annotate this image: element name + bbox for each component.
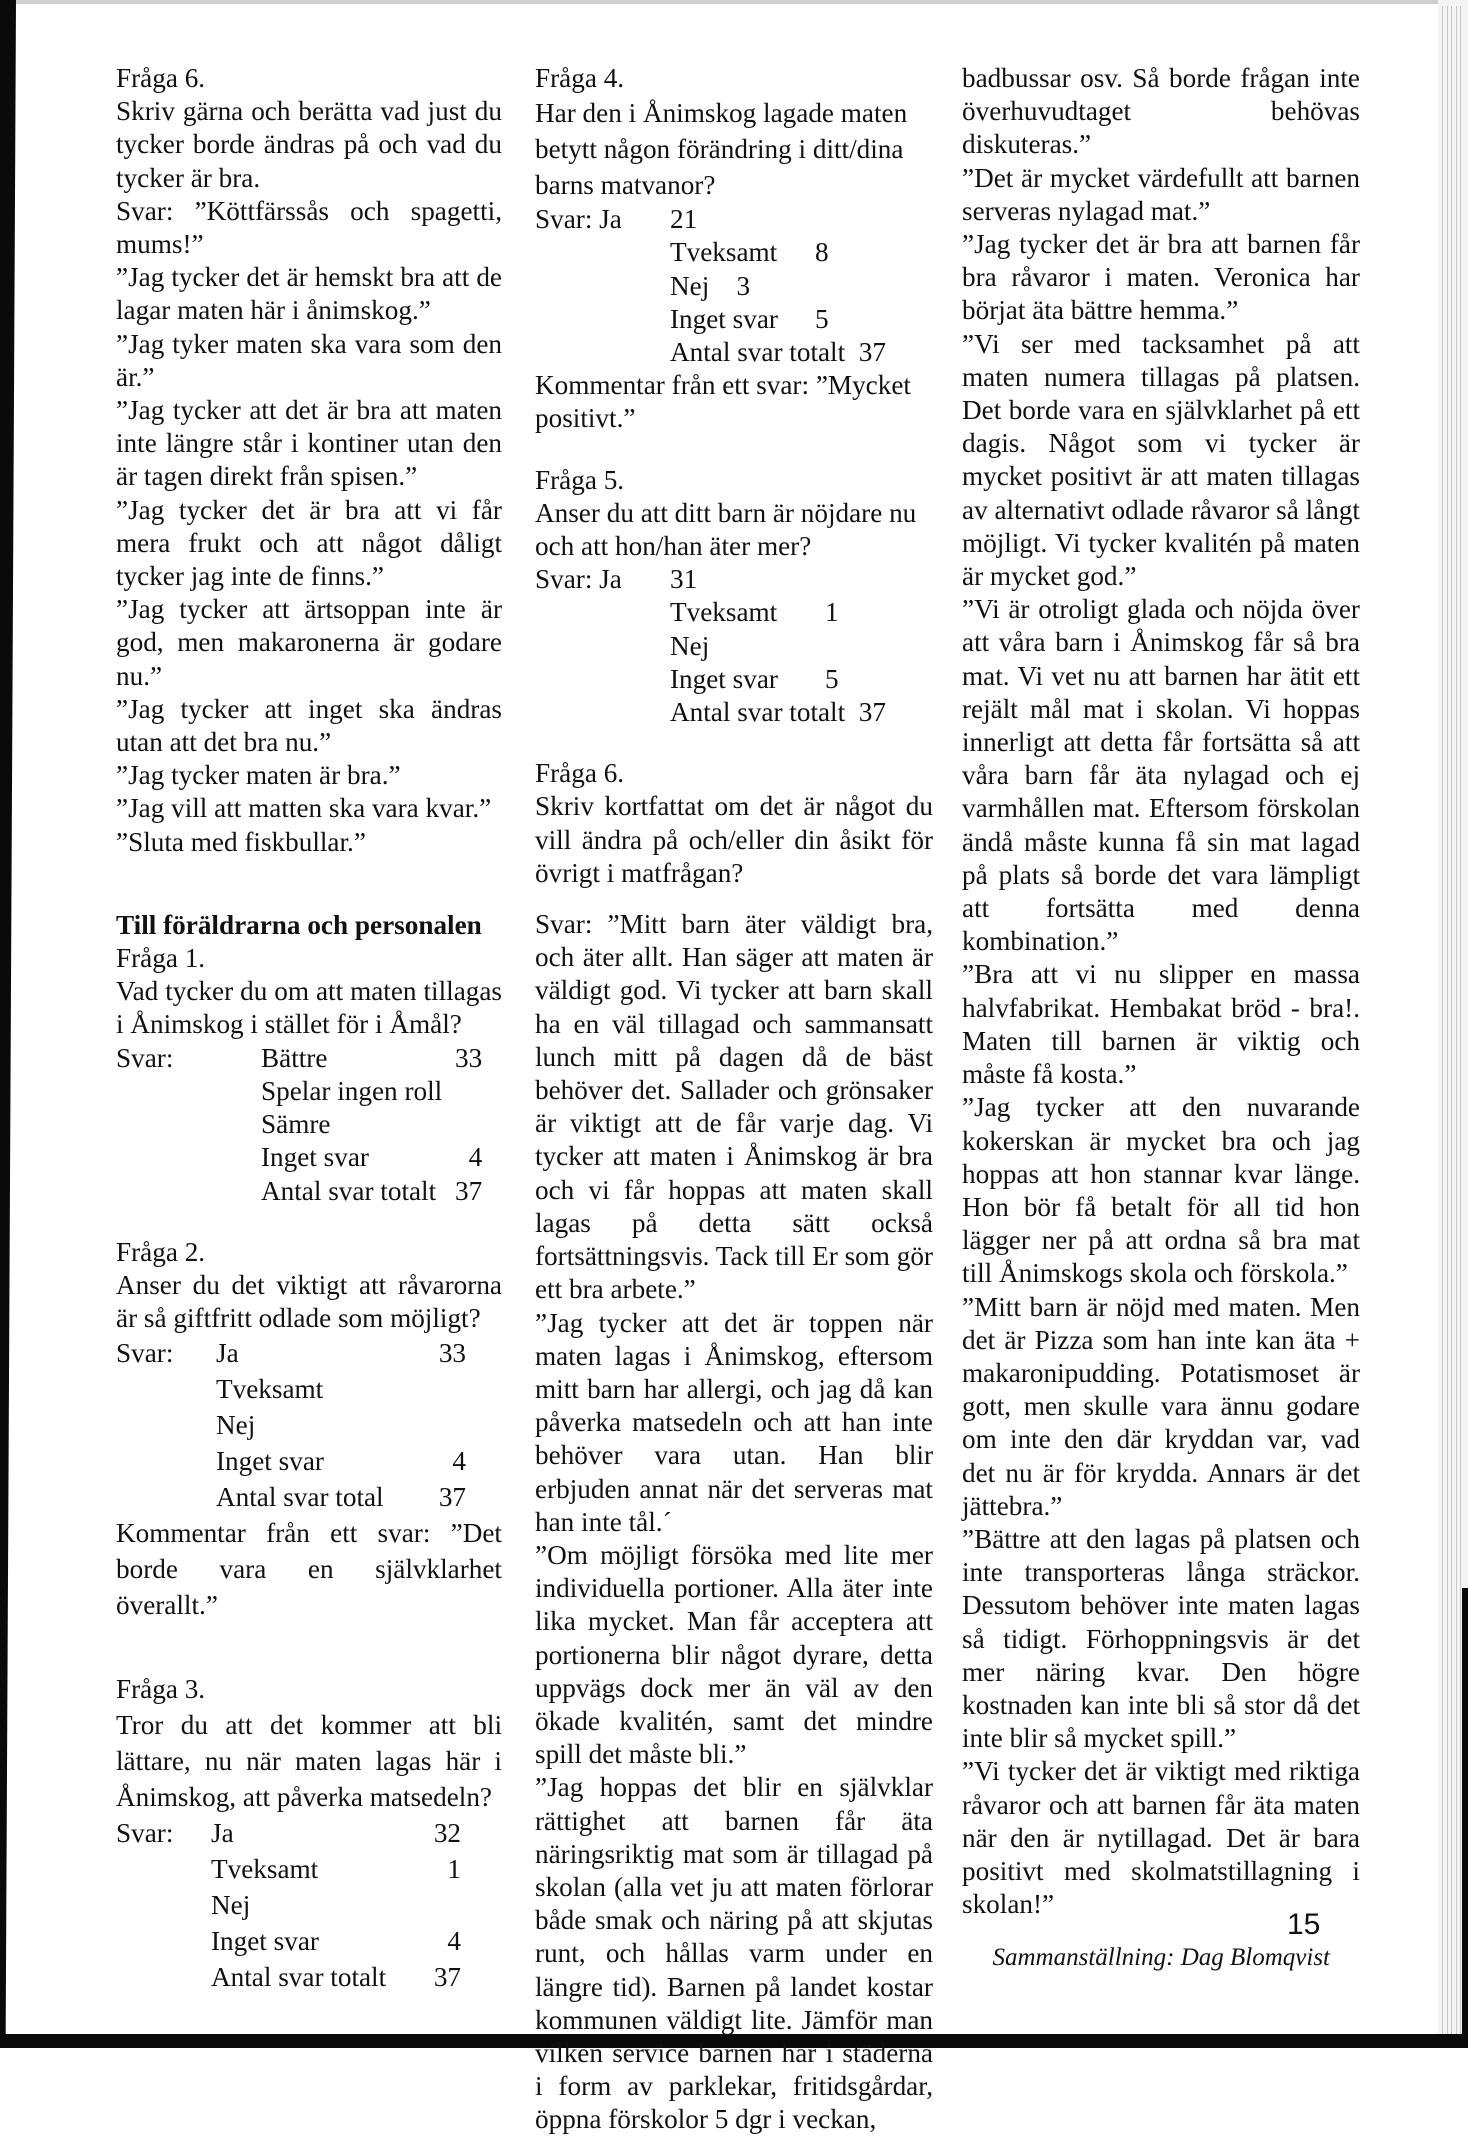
question-title: Fråga 1. — [116, 943, 206, 974]
answer-row — [116, 1335, 466, 1371]
answer-row — [535, 663, 886, 696]
answer-count: 5 — [825, 663, 839, 694]
svar-label: Svar: — [116, 1042, 174, 1073]
answer-count: 31 — [670, 564, 698, 595]
answer-count: 8 — [815, 237, 829, 268]
answer-quote: ”Bra att vi nu slipper en massa halvfabrikat. Hembakat bröd - bra!. Maten till barnen är viktig och måste få kosta.” — [962, 959, 1360, 1090]
answer-count — [411, 1887, 461, 1923]
answer-option: Spelar ingen roll — [261, 1075, 443, 1106]
section-heading: Till föräldrarna och personalen — [116, 909, 482, 940]
svar-label: Svar: — [116, 1338, 174, 1369]
answer-option: Antal svar totalt — [211, 1961, 387, 1992]
answer-table — [535, 203, 886, 369]
answer-option: Tveksamt — [216, 1374, 324, 1405]
answer-quote: ”Jag tycker att den nuvarande kokerskan är mycket bra och jag hoppas att hon stannar kvar länge. Hon bör få betalt för all tid hon lägger ner på att ordna så bra mat till Ånimskogs skola och förskola.” — [962, 1092, 1360, 1289]
answer-option: Inget svar — [211, 1925, 319, 1956]
question-block-parents-q6 — [535, 757, 933, 2136]
scan-right-shadow — [1462, 1588, 1468, 2048]
comment-text: Kommentar från ett svar: ”Mycket positivt.” — [535, 370, 911, 434]
answer-quote: ”Jag tyker maten ska vara som den är.” — [116, 328, 502, 392]
question-block-q4 — [535, 62, 933, 436]
answer-row — [116, 1075, 482, 1108]
answer-option: Inget svar — [670, 663, 778, 694]
answer-row — [116, 1959, 461, 1995]
answer-count: 37 — [858, 337, 886, 368]
answer-option: Bättre — [261, 1042, 328, 1073]
answer-table — [116, 1042, 482, 1208]
answer-option: Inget svar — [670, 303, 778, 334]
answer-row — [116, 1479, 466, 1515]
answer-table — [116, 1335, 466, 1515]
answer-quote: ”Jag tycker att ärtsoppan inte är god, men makaronerna är godare nu.” — [116, 594, 502, 691]
answer-option: Nej — [670, 630, 710, 661]
column-1 — [116, 62, 502, 1995]
answer-table — [535, 563, 886, 729]
answer-quote: Svar: ”Köttfärssås och spagetti, mums!” — [116, 195, 502, 260]
answer-option: Ja — [211, 1817, 234, 1848]
answer-quote: ”Mitt barn är nöjd med maten. Men det är Pizza som han inte kan äta + makaronipudding. Potatismoset är gott, men skulle vara ännu godare om inte den där kryddan var, vad det nu är för krydda. Annars är det jättebra.” — [962, 1291, 1360, 1521]
answer-quote: ”Vi ser med tacksamhet på att maten numera tillagas på platsen. Det borde vara en självklarhet på ett dagis. Något som vi tycker är mycket positivt är att maten tillagas av alternativt odlade råvaror så långt möjligt. Vi tycker kvalitén på maten är mycket god.” — [962, 328, 1360, 592]
answer-option: Antal svar total — [216, 1482, 384, 1513]
question-text: Har den i Ånimskog lagade maten betytt någon förändring i ditt/dina barns matvanor? — [535, 98, 908, 201]
answer-option: Nej — [211, 1889, 251, 1920]
answer-count: 4 — [468, 1142, 483, 1173]
question-title: Fråga 6. — [535, 758, 625, 789]
question-block-q3 — [116, 1673, 502, 1994]
answer-row — [535, 563, 886, 596]
answer-quote: ”Jag tycker att inget ska ändras utan att det bra nu.” — [116, 693, 502, 758]
answer-option: Tveksamt — [670, 237, 778, 268]
answer-quote: badbussar osv. Så borde frågan inte överhuvudtaget behövas diskuteras.” — [962, 63, 1360, 160]
answer-row — [116, 1851, 461, 1887]
answer-row — [116, 1443, 466, 1479]
answer-quote: ”Bättre att den lagas på platsen och inte transporteras långa sträckor. Dessutom behöver inte maten lagas så tidigt. Förhoppningsvis är det mer näring kvar. Den högre kostnaden kan inte bli så stor då det inte blir så mycket spill.” — [962, 1523, 1360, 1754]
answer-row — [116, 1141, 482, 1174]
svar-label: Svar: Ja — [535, 564, 622, 595]
column-3 — [962, 62, 1360, 1975]
question-title: Fråga 5. — [535, 464, 625, 495]
answer-quote: ”Sluta med fiskbullar.” — [116, 826, 366, 857]
answer-count — [825, 630, 886, 663]
answer-count: 37 — [433, 1961, 461, 1992]
answer-row — [535, 303, 886, 336]
question-text: Anser du att ditt barn är nöjdare nu och att hon/han äter mer? — [535, 497, 917, 562]
svar-label: Svar: Ja — [535, 204, 622, 235]
answer-row — [535, 696, 886, 729]
answer-row — [116, 1887, 461, 1923]
answer-count: 33 — [438, 1338, 466, 1369]
answer-quote: ”Jag tycker det är hemskt bra att de lagar maten här i ånimskog.” — [116, 262, 502, 326]
answer-option: Antal svar totalt 37 — [670, 337, 886, 368]
question-block-children-q6 — [116, 62, 502, 859]
answer-option: Antal svar totalt 37 — [670, 697, 886, 728]
answer-quote: ”Jag hoppas det blir en självklar rättighet att barnen får äta näringsriktig mat som är tillagad på skolan (alla vet ju att maten förlorar både smak och näring på att skjutas runt, och hållas varm under en längre tid). Barnen på landet kostar kommunen väldigt lite. Jämför man vilken service barnen har i städerna i form av parklekar, fritidsgårdar, öppna förskolor 5 dgr i veckan, — [535, 1772, 933, 2135]
answer-row — [116, 1371, 466, 1407]
answer-quote: ”Det är mycket värdefullt att barnen serveras nylagad mat.” — [962, 162, 1360, 226]
answer-count: 37 — [455, 1175, 483, 1206]
answer-row — [116, 1923, 461, 1959]
answer-row — [116, 1815, 461, 1851]
answer-count — [406, 1407, 466, 1443]
answer-option: Nej — [216, 1410, 256, 1441]
answer-count — [442, 1108, 482, 1141]
answer-row — [535, 596, 886, 629]
question-title: Fråga 2. — [116, 1236, 206, 1267]
answer-count: 1 — [825, 597, 839, 628]
answer-count: 37 — [858, 697, 886, 728]
answer-quote: ”Jag tycker det är bra att barnen får bra råvaror i maten. Veronica har börjat äta bättre hemma.” — [962, 229, 1360, 326]
answer-count: 33 — [455, 1042, 483, 1073]
question-block-q1 — [116, 942, 502, 1208]
answer-quote: ”Om möjligt försöka med lite mer individuella portioner. Alla äter inte lika mycket. Man får acceptera att portionerna blir något dyrare, detta uppvägs dock mer än väl av den ökade kvalitén, samt det mindre spill det måste bli.” — [535, 1539, 933, 1770]
answer-quote: ”Jag tycker att det är toppen när maten lagas i Ånimskog, eftersom mitt barn har allergi, och jag då kan påverka matsedeln och att han inte behöver vara utan. Han blir erbjuden annat när det serveras mat han inte tål.´ — [535, 1307, 933, 1537]
answer-count: 32 — [433, 1817, 461, 1848]
svar-label: Svar: — [116, 1817, 174, 1848]
answer-row — [535, 336, 886, 369]
question-block-q2 — [116, 1236, 502, 1624]
answer-option: Nej 3 — [670, 270, 751, 301]
answer-option: Inget svar — [261, 1142, 369, 1173]
scan-left-border — [0, 0, 16, 2048]
answer-row — [116, 1108, 482, 1141]
answer-row — [116, 1042, 482, 1075]
answer-row — [535, 203, 886, 236]
answer-quote: ”Jag vill att matten ska vara kvar.” — [116, 793, 492, 824]
answer-quote: ”Vi är otroligt glada och nöjda över att våra barn i Ånimskog får så bra mat. Vi vet nu att barnen har ätit ett rejält mål mat i skolan. Vi hoppas innerligt att detta får fortsätta så att våra barn får äta nylagad och ej varmhållen mat. Eftersom förskolan ändå måste kunna få sin mat lagad på plats så borde det vara lämpligt att fortsätta med denna kombination.” — [962, 594, 1360, 957]
comment-text: Kommentar från ett svar: ”Det borde vara en självklarhet överallt.” — [116, 1518, 502, 1621]
answer-option: Tveksamt — [670, 597, 778, 628]
question-text: Skriv gärna och berätta vad just du tycker borde ändras på och vad du tycker är bra. — [116, 96, 502, 193]
scan-top-edge — [0, 0, 1468, 4]
answer-option: Antal svar totalt — [261, 1175, 437, 1206]
answer-option: Sämre — [261, 1109, 331, 1140]
answer-count: 3 — [736, 270, 751, 301]
question-title: Fråga 4. — [535, 63, 625, 93]
answer-count — [442, 1075, 482, 1108]
answer-option: Inget svar — [216, 1446, 324, 1477]
question-title: Fråga 6. — [116, 63, 206, 93]
answer-count: 4 — [447, 1925, 461, 1956]
answer-count: 21 — [670, 204, 698, 235]
answer-row — [116, 1175, 482, 1208]
answer-quote: ”Jag tycker maten är bra.” — [116, 760, 401, 791]
page-number: 15 — [1287, 1908, 1321, 1941]
answer-count: 5 — [815, 303, 829, 334]
byline: Sammanställning: Dag Blomqvist — [992, 1944, 1330, 1972]
answer-row — [535, 236, 886, 269]
answer-quote: ”Jag tycker det är bra att vi får mera frukt och att något dåligt tycker jag inte de finns.” — [116, 494, 502, 592]
answer-count — [406, 1371, 466, 1407]
column-2 — [535, 62, 933, 2137]
answer-quote: Svar: ”Mitt barn äter väldigt bra, och äter allt. Han säger att maten är väldigt god. Vi tycker att barn skall ha en väl tillagad och sammansatt lunch mitt på dagen då de bäst behöver det. Sallader och grönsaker är viktigt att de får varje dag. Vi tycker att maten i Ånimskog är bra och vi får hoppas att maten skall lagas på detta sätt också fortsättningsvis. Tack till Er som gör ett bra arbete.” — [535, 909, 933, 1305]
answer-count: 4 — [452, 1446, 466, 1477]
answer-row — [535, 630, 886, 663]
answer-row — [535, 270, 886, 303]
question-text: Vad tycker du om att maten tillagas i Ånimskog i stället för i Åmål? — [116, 976, 502, 1040]
answer-row — [116, 1407, 466, 1443]
answer-option: Ja — [216, 1338, 239, 1369]
answer-quote: ”Jag tycker att det är bra att maten inte längre står i kontiner utan den är tagen direkt från spisen.” — [116, 395, 502, 492]
question-title: Fråga 3. — [116, 1674, 206, 1705]
answer-quote: ”Vi tycker det är viktigt med riktiga råvaror och att barnen får äta maten när den är nytillagad. Det är bara positivt med skolmatstillagning i skolan!” — [962, 1756, 1360, 1920]
answer-option: Tveksamt — [211, 1853, 319, 1884]
answer-count: 37 — [438, 1482, 466, 1513]
answer-count: 1 — [447, 1853, 461, 1884]
question-text: Skriv kortfattat om det är något du vill ändra på och/eller din åsikt för övrigt i matfrågan? — [535, 791, 933, 888]
answer-table — [116, 1815, 461, 1995]
question-block-q5 — [535, 464, 933, 730]
question-text: Anser du det viktigt att råvarorna är så giftfritt odlade som möjligt? — [116, 1269, 502, 1334]
question-text: Tror du att det kommer att bli lättare, nu när maten lagas här i Ånimskog, att påverka matsedeln? — [116, 1709, 502, 1812]
